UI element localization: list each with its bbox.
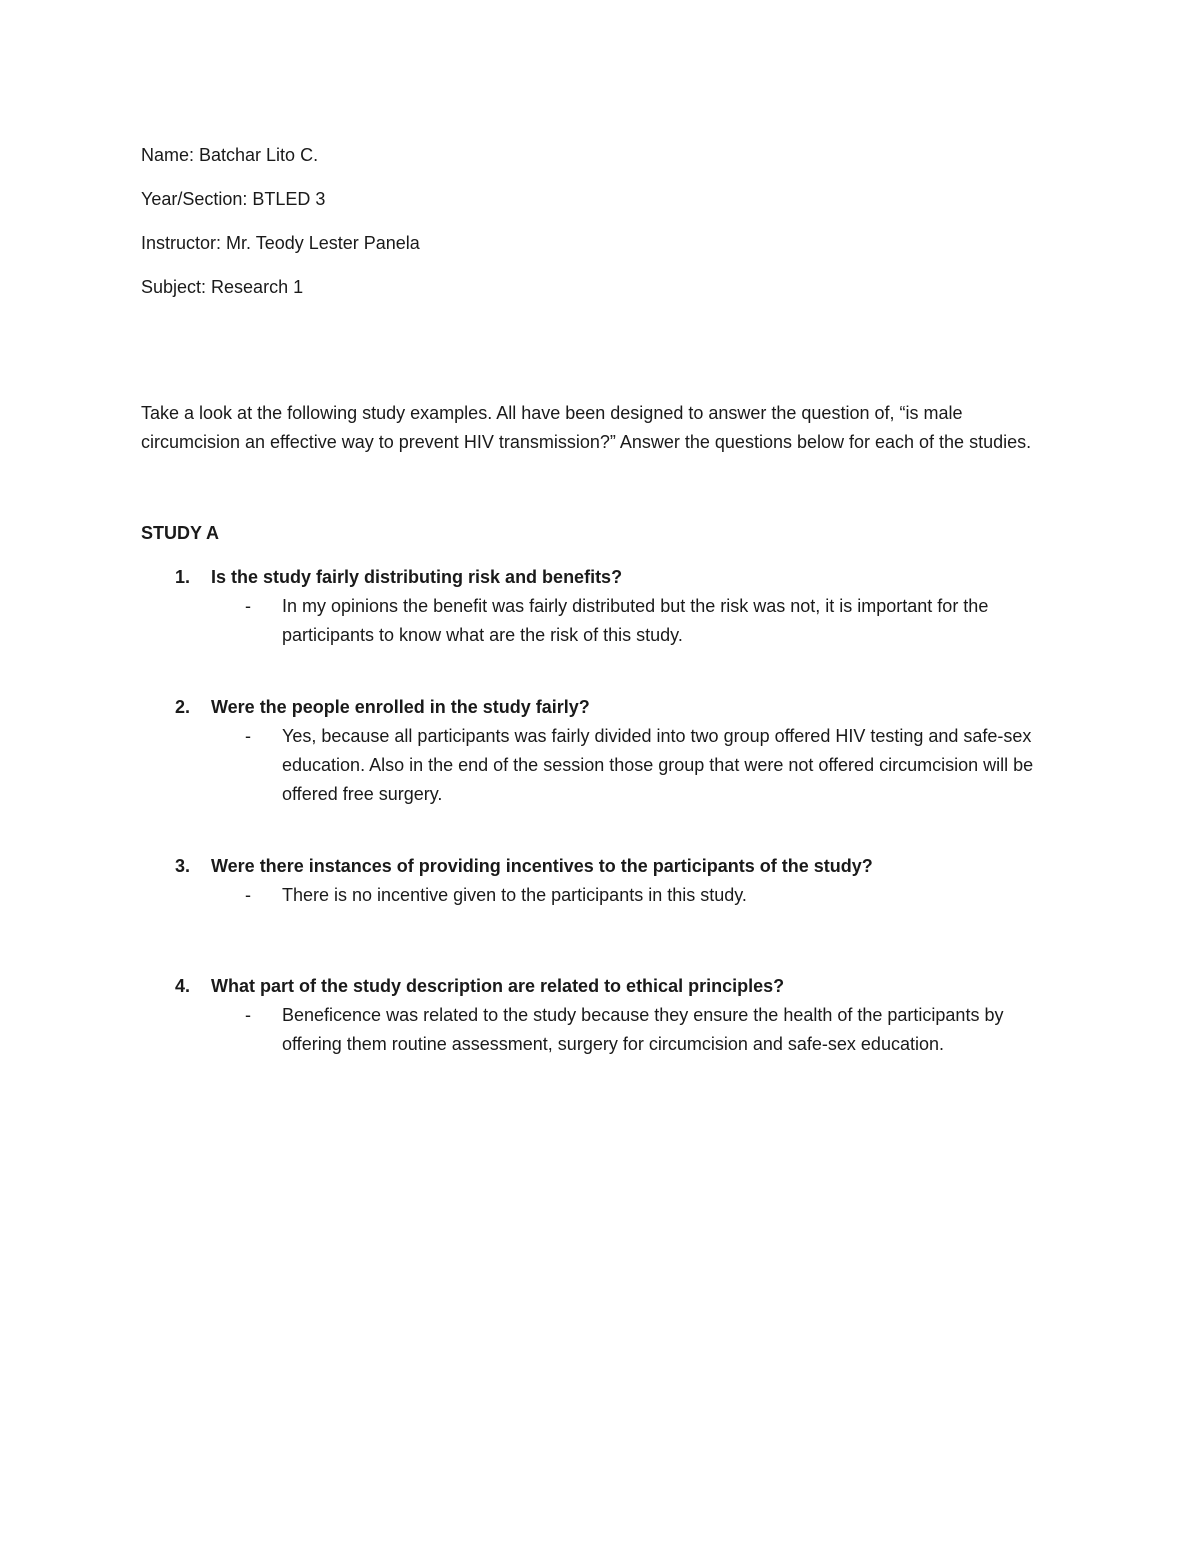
question-text: Is the study fairly distributing risk and benefits? xyxy=(211,567,623,587)
answer-dash: - xyxy=(245,596,251,616)
year-section-line: Year/Section: BTLED 3 xyxy=(141,189,326,209)
question-item-1 xyxy=(141,563,1061,650)
intro-paragraph: Take a look at the following study examples. All have been designed to answer the question of, “is male circumcision an effective way to prevent HIV transmission?” Answer the questions below for each of the studies. xyxy=(141,403,1032,452)
question-number: 4. xyxy=(175,976,191,996)
answer-2 xyxy=(211,722,1061,809)
study-title: STUDY A xyxy=(141,523,220,543)
answer-dash: - xyxy=(245,1005,251,1025)
answer-text: In my opinions the benefit was fairly distributed but the risk was not, it is important for the participants to know what are the risk of this study. xyxy=(282,596,989,645)
instructor-line: Instructor: Mr. Teody Lester Panela xyxy=(141,233,420,253)
answer-3 xyxy=(211,881,1061,910)
answer-4 xyxy=(211,1001,1061,1059)
question-number: 1. xyxy=(175,567,191,587)
question-text: Were there instances of providing incentives to the participants of the study? xyxy=(211,856,873,876)
question-number: 3. xyxy=(175,856,191,876)
answer-text: Beneficence was related to the study because they ensure the health of the participants by offering them routine assessment, surgery for circumcision and safe-sex education. xyxy=(282,1005,1004,1054)
question-number: 2. xyxy=(175,697,191,717)
question-1 xyxy=(141,563,1061,592)
answer-1 xyxy=(211,592,1061,650)
answer-text: There is no incentive given to the participants in this study. xyxy=(282,885,747,905)
name-line: Name: Batchar Lito C. xyxy=(141,145,319,165)
answer-dash: - xyxy=(245,885,251,905)
question-item-3 xyxy=(141,852,1061,910)
question-3 xyxy=(141,852,1061,881)
question-text: Were the people enrolled in the study fairly? xyxy=(211,697,590,717)
answer-text: Yes, because all participants was fairly divided into two group offered HIV testing and safe-sex education. Also in the end of the session those group that were not offered circumcision will be offered free surgery. xyxy=(282,726,1034,804)
question-text: What part of the study description are related to ethical principles? xyxy=(211,976,785,996)
answer-dash: - xyxy=(245,726,251,746)
question-4 xyxy=(141,972,1061,1001)
question-item-2 xyxy=(141,693,1061,809)
question-2 xyxy=(141,693,1061,722)
subject-line: Subject: Research 1 xyxy=(141,277,304,297)
question-item-4 xyxy=(141,972,1061,1059)
document-content xyxy=(141,141,1061,1059)
